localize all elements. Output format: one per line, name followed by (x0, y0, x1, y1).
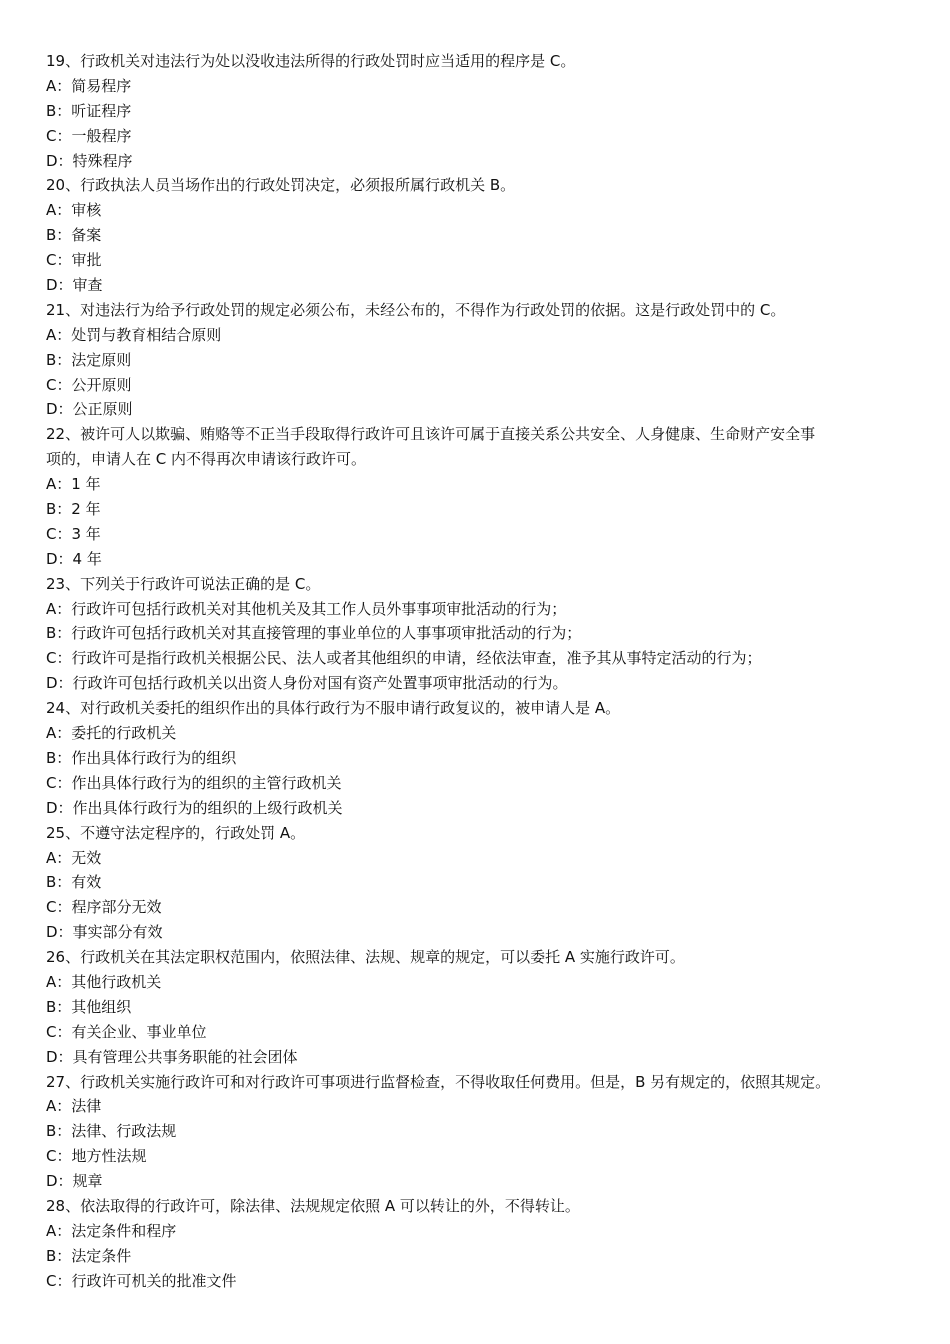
option-b: B：2 年 (46, 500, 101, 519)
question-25 (46, 821, 916, 945)
option-a: A：行政许可包括行政机关对其他机关及其工作人员外事事项审批活动的行为； (46, 599, 567, 618)
option-c: C：公开原则 (46, 375, 132, 394)
question-stem-continued: 项的，申请人在 C 内不得再次申请该行政许可。 (46, 450, 367, 469)
question-19 (46, 49, 916, 173)
question-stem: 19、行政机关对违法行为处以没收违法所得的行政处罚时应当适用的程序是 C。 (46, 52, 576, 70)
question-stem: 28、依法取得的行政许可，除法律、法规规定依照 A 可以转让的外，不得转让。 (46, 1196, 580, 1215)
option-d: D：特殊程序 (46, 151, 133, 170)
option-a: A：委托的行政机关 (46, 724, 177, 743)
option-b: B：行政许可包括行政机关对其直接管理的事业单位的人事事项审批活动的行为； (46, 624, 582, 643)
option-a: A：简易程序 (46, 76, 132, 95)
question-stem: 23、下列关于行政许可说法正确的是 C。 (46, 574, 321, 593)
question-20 (46, 173, 916, 297)
option-a: A：法定条件和程序 (46, 1221, 177, 1240)
option-d: D：审查 (46, 276, 103, 295)
option-b: B：有效 (46, 873, 102, 892)
question-stem: 24、对行政机关委托的组织作出的具体行政行为不服申请行政复议的，被申请人是 A。 (46, 699, 621, 718)
question-stem: 25、不遵守法定程序的，行政处罚 A。 (46, 823, 306, 842)
question-26 (46, 945, 916, 1069)
option-d: D：作出具体行政行为的组织的上级行政机关 (46, 798, 343, 817)
option-b: B：法定原则 (46, 350, 132, 369)
option-d: D：行政许可包括行政机关以出资人身份对国有资产处置事项审批活动的行为。 (46, 674, 568, 693)
document-body (46, 49, 916, 1294)
question-28 (46, 1194, 916, 1294)
option-a: A：处罚与教育相结合原则 (46, 325, 222, 344)
option-b: B：法定条件 (46, 1246, 132, 1265)
question-stem: 20、行政执法人员当场作出的行政处罚决定，必须报所属行政机关 B。 (46, 176, 516, 195)
question-stem: 26、行政机关在其法定职权范围内，依照法律、法规、规章的规定，可以委托 A 实施行政许可。 (46, 948, 685, 967)
question-23 (46, 572, 916, 696)
question-27 (46, 1070, 916, 1194)
option-a: A：1 年 (46, 475, 101, 494)
option-a: A：审核 (46, 201, 102, 220)
option-d: D：公正原则 (46, 400, 133, 419)
option-c: C：程序部分无效 (46, 898, 162, 917)
option-d: D：4 年 (46, 549, 102, 568)
option-d: D：事实部分有效 (46, 923, 163, 942)
option-c: C：行政许可是指行政机关根据公民、法人或者其他组织的申请，经依法审查，准予其从事特定活动的行为； (46, 649, 762, 668)
question-stem: 27、行政机关实施行政许可和对行政许可事项进行监督检查，不得收取任何费用。但是，B 另有规定的，依照其规定。 (46, 1072, 831, 1091)
question-stem: 21、对违法行为给予行政处罚的规定必须公布，未经公布的，不得作为行政处罚的依据。这是行政处罚中的 C。 (46, 300, 786, 319)
option-b: B：备案 (46, 226, 102, 245)
option-d: D：规章 (46, 1172, 103, 1191)
option-c: C：地方性法规 (46, 1147, 147, 1166)
question-24 (46, 696, 916, 820)
option-c: C：有关企业、事业单位 (46, 1022, 207, 1041)
question-stem: 22、被许可人以欺骗、贿赂等不正当手段取得行政许可且该许可属于直接关系公共安全、人身健康、生命财产安全事 (46, 425, 816, 444)
option-b: B：听证程序 (46, 101, 132, 120)
option-b: B：法律、行政法规 (46, 1122, 177, 1141)
option-c: C：3 年 (46, 524, 101, 543)
option-c: C：行政许可机关的批准文件 (46, 1271, 237, 1290)
option-b: B：其他组织 (46, 997, 132, 1016)
option-c: C：一般程序 (46, 126, 132, 145)
option-d: D：具有管理公共事务职能的社会团体 (46, 1047, 298, 1066)
question-22 (46, 422, 916, 571)
option-b: B：作出具体行政行为的组织 (46, 748, 237, 767)
question-21 (46, 298, 916, 422)
option-a: A：其他行政机关 (46, 972, 162, 991)
option-c: C：作出具体行政行为的组织的主管行政机关 (46, 773, 342, 792)
option-a: A：无效 (46, 848, 102, 867)
option-a: A：法律 (46, 1097, 102, 1116)
option-c: C：审批 (46, 251, 102, 270)
